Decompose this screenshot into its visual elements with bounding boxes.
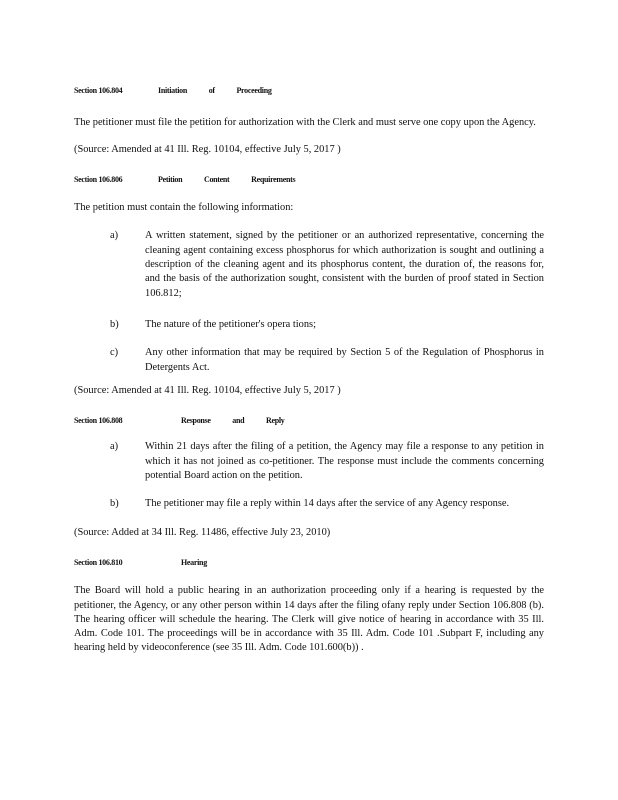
section-body: The Board will hold a public hearing in an authorization proceeding only if a hearing is requested by the petitioner, the Agency, or any other person within 14 days after the filing ofany reply under Section 106.808 (b). The hearing officer will schedule the hearing. The Clerk will give notice of hearing in accordance with 35 Ill. Adm. Code 101. The proceedings will be in accordance with 35 Ill. Adm. Code 101 .Subpart F, including any hearing held by videoconference (see 35 Ill. Adm. Code 101.600(b)) . <box>74 585 544 654</box>
item-text: The nature of the petitioner's opera tions; <box>145 318 316 330</box>
section-heading-106-808 <box>74 414 544 428</box>
section-title: Initiation of Proceeding <box>158 86 272 95</box>
section-number: Section 106.806 <box>74 174 123 184</box>
source-note: (Source: Amended at 41 Ill. Reg. 10104, effective July 5, 2017 ) <box>74 384 341 396</box>
item-label: b) <box>110 498 119 510</box>
list-item-a <box>74 229 544 300</box>
section-title: Response and Reply <box>181 416 285 426</box>
item-label: a) <box>110 230 119 242</box>
item-label: c) <box>110 347 119 359</box>
section-body: The petitioner must file the petition for authorization with the Clerk and must serve one copy upon the Agency. <box>74 117 536 129</box>
item-label: b) <box>110 318 119 330</box>
item-text: Any other information that may be required by Section 5 of the Regulation of Phosphorus in Detergents Act. <box>145 347 544 373</box>
section-title: Hearing <box>181 557 207 567</box>
document-page <box>74 84 544 656</box>
list-item-a <box>74 440 544 483</box>
section-number: Section 106.808 <box>74 416 123 426</box>
list-item-b <box>74 318 544 332</box>
item-text: The petitioner may file a reply within 14 days after the service of any Agency response. <box>145 498 510 510</box>
item-label: a) <box>110 441 119 453</box>
source-note: (Source: Amended at 41 Ill. Reg. 10104, effective July 5, 2017 ) <box>74 143 341 155</box>
section-heading-106-804 <box>74 84 544 98</box>
section-number: Section 106.804 <box>74 86 123 95</box>
section-number: Section 106.810 <box>74 557 123 567</box>
section-heading-106-806 <box>74 173 544 187</box>
item-text: A written statement, signed by the petitioner or an authorized representative, concerning the cleaning agent containing excess phosphorus for which authorization is sought and outlining a description of the cleaning agent and its phosphorus content, the duration of, the reasons for, and the basis of the authorization sought, consistent with the burden of proof stated in Section 106.812; <box>145 230 544 299</box>
list-item-b <box>74 497 544 511</box>
section-intro: The petition must contain the following information: <box>74 202 294 214</box>
item-text: Within 21 days after the filing of a petition, the Agency may file a response to any petition in which it has not joined as co-petitioner. The response must include the comments concerning potential Board action on the petition. <box>145 441 544 482</box>
source-note: (Source: Added at 34 Ill. Reg. 11486, effective July 23, 2010) <box>74 526 331 538</box>
list-item-c <box>74 346 544 375</box>
section-heading-106-810 <box>74 556 544 570</box>
section-title: Petition Content Requirements <box>158 174 296 184</box>
